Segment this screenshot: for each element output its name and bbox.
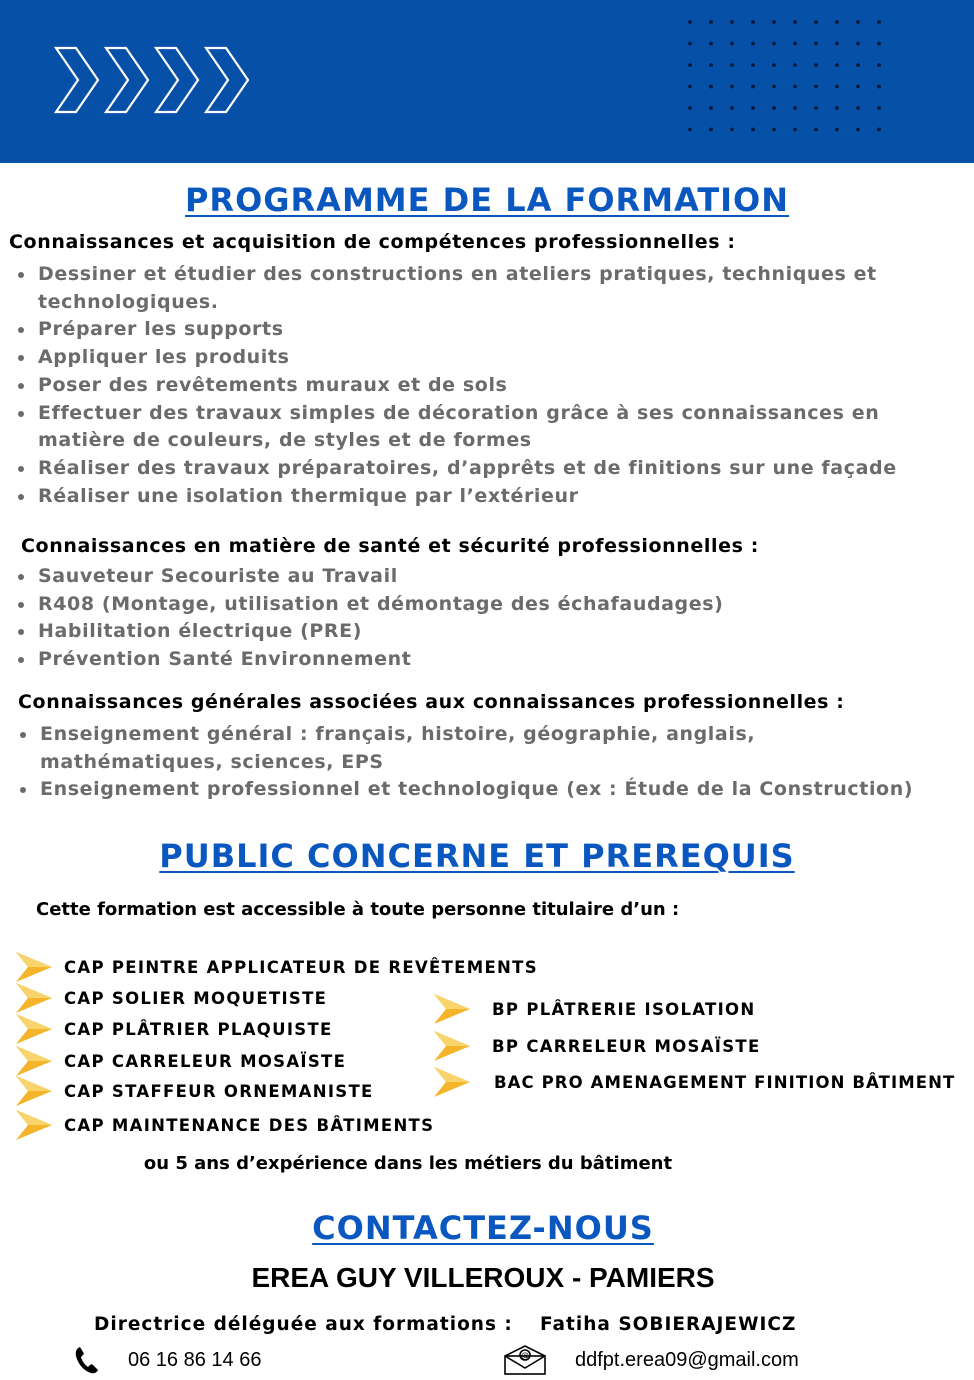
dot <box>835 20 839 24</box>
arrow-right-icon <box>16 1046 52 1076</box>
phone-contact[interactable] <box>74 1344 261 1376</box>
diploma-item: CAP MAINTENANCE DES BÂTIMENTS <box>16 1110 434 1140</box>
list-item: R408 (Montage, utilisation et démontage des échafaudages) <box>8 591 968 619</box>
diploma-item: CAP SOLIER MOQUETISTE <box>16 983 327 1013</box>
dot <box>835 63 839 67</box>
diploma-item: BP PLÂTRERIE ISOLATION <box>434 994 755 1024</box>
dot <box>877 128 881 132</box>
dot <box>856 42 860 46</box>
section-heading-general: Connaissances générales associées aux connaissances professionnelles : <box>18 691 845 713</box>
dot <box>688 63 692 67</box>
phone-icon <box>74 1345 100 1375</box>
dot <box>772 20 776 24</box>
dot <box>793 20 797 24</box>
dot <box>793 128 797 132</box>
dot <box>730 42 734 46</box>
dot <box>688 42 692 46</box>
dot <box>751 106 755 110</box>
dot <box>814 106 818 110</box>
dot <box>814 20 818 24</box>
dot <box>856 128 860 132</box>
dot <box>709 20 713 24</box>
svg-text:@: @ <box>521 1351 529 1360</box>
dot <box>772 63 776 67</box>
list-item: Enseignement général : français, histoire, géographie, anglais, mathématiques, sciences, EPS <box>10 721 930 776</box>
dot <box>814 85 818 89</box>
dot <box>730 85 734 89</box>
dot <box>709 85 713 89</box>
dot <box>688 85 692 89</box>
dot <box>793 85 797 89</box>
dot <box>835 85 839 89</box>
arrow-right-icon <box>16 1076 52 1106</box>
diploma-item: BP CARRELEUR MOSAÏSTE <box>434 1031 761 1061</box>
dot <box>751 20 755 24</box>
arrow-right-icon <box>16 952 52 982</box>
arrow-right-icon <box>434 1031 470 1061</box>
list-item: Habilitation électrique (PRE) <box>8 618 968 646</box>
dot <box>730 128 734 132</box>
phone-number[interactable]: 06 16 86 14 66 <box>128 1348 262 1371</box>
list-professional <box>8 261 968 510</box>
dot <box>793 63 797 67</box>
public-title: PUBLIC CONCERNE ET PREREQUIS <box>159 837 795 875</box>
diploma-item: CAP PEINTRE APPLICATEUR DE REVÊTEMENTS <box>16 952 538 982</box>
dot <box>772 42 776 46</box>
email-icon <box>503 1344 547 1376</box>
dot-grid-decoration <box>686 16 886 136</box>
dot <box>877 106 881 110</box>
dot <box>814 42 818 46</box>
arrow-right-icon <box>16 1110 52 1140</box>
dot <box>688 20 692 24</box>
public-intro: Cette formation est accessible à toute personne titulaire d’un : <box>36 899 680 920</box>
list-item: Prévention Santé Environnement <box>8 646 968 674</box>
dot <box>835 128 839 132</box>
diploma-item: BAC PRO AMENAGEMENT FINITION BÂTIMENT <box>434 1067 955 1097</box>
dot <box>751 42 755 46</box>
experience-note: ou 5 ans d’expérience dans les métiers du bâtiment <box>143 1153 673 1174</box>
dot <box>709 106 713 110</box>
dot <box>814 63 818 67</box>
email-address[interactable]: ddfpt.erea09@gmail.com <box>575 1348 799 1371</box>
dot <box>688 106 692 110</box>
dot <box>856 20 860 24</box>
director-label: Directrice déléguée aux formations : <box>94 1314 513 1335</box>
dot <box>751 128 755 132</box>
section-heading-professional: Connaissances et acquisition de compétences professionnelles : <box>9 231 736 253</box>
dot <box>730 106 734 110</box>
dot <box>835 42 839 46</box>
dot <box>856 106 860 110</box>
dot <box>835 106 839 110</box>
director-name: Fatiha SOBIERAJEWICZ <box>540 1314 797 1335</box>
list-item: Réaliser une isolation thermique par l’extérieur <box>8 483 968 511</box>
email-contact[interactable] <box>503 1344 799 1376</box>
section-heading-safety: Connaissances en matière de santé et sécurité professionnelles : <box>21 535 759 557</box>
dot <box>793 106 797 110</box>
diploma-item: CAP PLÂTRIER PLAQUISTE <box>16 1014 333 1044</box>
dot <box>877 63 881 67</box>
dot <box>772 85 776 89</box>
list-item: Effectuer des travaux simples de décoration grâce à ses connaissances en matière de couleurs, de styles et de formes <box>8 400 968 455</box>
dot <box>772 106 776 110</box>
list-safety <box>8 563 968 674</box>
arrow-right-icon <box>434 1067 470 1097</box>
diploma-item: CAP STAFFEUR ORNEMANISTE <box>16 1076 374 1106</box>
diploma-item: CAP CARRELEUR MOSAÏSTE <box>16 1046 346 1076</box>
list-item: Enseignement professionnel et technologique (ex : Étude de la Construction) <box>10 776 930 804</box>
list-item: Poser des revêtements muraux et de sols <box>8 372 968 400</box>
dot <box>877 20 881 24</box>
list-item: Préparer les supports <box>8 316 968 344</box>
dot <box>730 63 734 67</box>
dot <box>772 128 776 132</box>
dot <box>793 42 797 46</box>
dot <box>709 63 713 67</box>
programme-title: PROGRAMME DE LA FORMATION <box>184 181 790 219</box>
contact-title: CONTACTEZ-NOUS <box>312 1209 654 1247</box>
dot <box>751 85 755 89</box>
chevron-right-icon <box>54 46 254 116</box>
dot <box>814 128 818 132</box>
list-general <box>10 721 930 804</box>
dot <box>688 128 692 132</box>
header-banner <box>0 0 974 163</box>
list-item: Dessiner et étudier des constructions en ateliers pratiques, techniques et technologiques. <box>8 261 968 316</box>
dot <box>856 85 860 89</box>
dot <box>709 128 713 132</box>
arrow-right-icon <box>16 1014 52 1044</box>
dot <box>877 42 881 46</box>
list-item: Sauveteur Secouriste au Travail <box>8 563 968 591</box>
arrow-right-icon <box>16 983 52 1013</box>
list-item: Réaliser des travaux préparatoires, d’apprêts et de finitions sur une façade <box>8 455 968 483</box>
dot <box>856 63 860 67</box>
dot <box>877 85 881 89</box>
list-item: Appliquer les produits <box>8 344 968 372</box>
dot <box>730 20 734 24</box>
dot <box>709 42 713 46</box>
arrow-right-icon <box>434 994 470 1024</box>
dot <box>751 63 755 67</box>
organization-name: EREA GUY VILLEROUX - PAMIERS <box>251 1262 715 1293</box>
